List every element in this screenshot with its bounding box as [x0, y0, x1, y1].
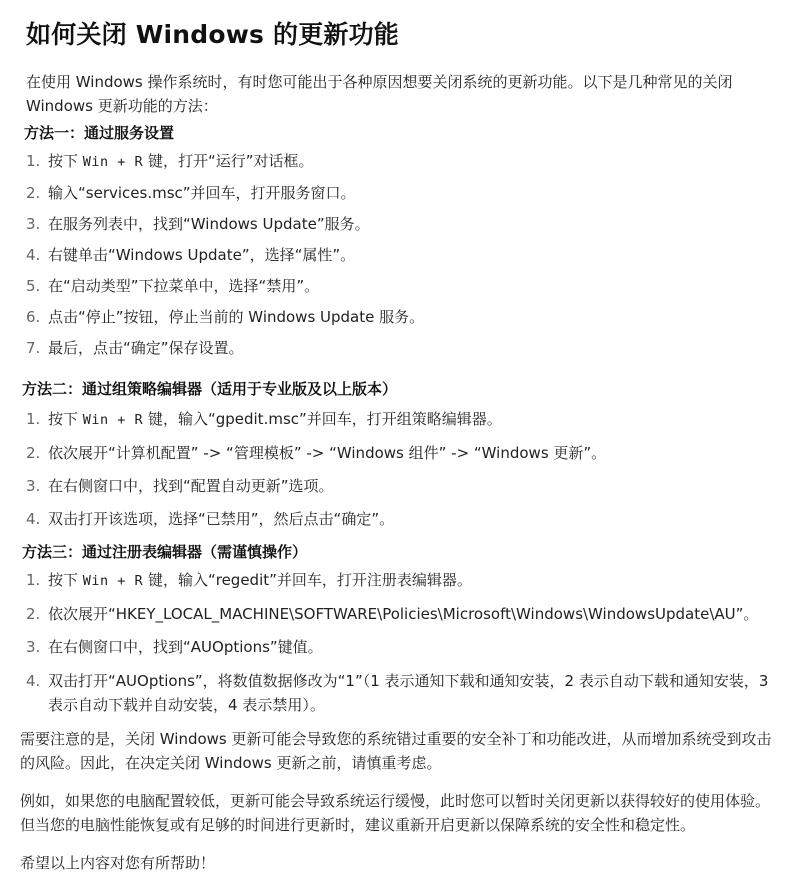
list-item — [26, 150, 780, 174]
step-number: 7. — [26, 339, 41, 357]
step-text: 右键单击“Windows Update”，选择“属性”。 — [48, 246, 356, 264]
step-number: 4. — [26, 510, 41, 528]
step-text: 依次展开“计算机配置” -> “管理模板” -> “Windows 组件” -> “Windows 更新”。 — [48, 444, 607, 462]
list-item — [26, 442, 780, 465]
step-text: 按下 — [48, 152, 83, 170]
step-text: 在右侧窗口中，找到“AUOptions”键值。 — [48, 638, 323, 656]
step-number: 5. — [26, 277, 41, 295]
example-paragraph: 例如，如果您的电脑配置较低，更新可能会导致系统运行缓慢，此时您可以暂时关闭更新以获得较好的使用体验。但当您的电脑性能恢复或有足够的时间进行更新时，建议重新开启更新以保障系统的安全性和稳定性。 — [20, 792, 771, 834]
step-text: 在服务列表中，找到“Windows Update”服务。 — [48, 215, 370, 233]
step-text: 依次展开“HKEY_LOCAL_MACHINE\SOFTWARE\Policies\Microsoft\Windows\WindowsUpdate\AU”。 — [48, 605, 759, 623]
closing-paragraph: 希望以上内容对您有所帮助！ — [20, 854, 216, 872]
step-text: 在右侧窗口中，找到“配置自动更新”选项。 — [48, 477, 334, 495]
step-number: 1. — [26, 410, 41, 428]
step-text: 最后，点击“确定”保存设置。 — [48, 339, 244, 357]
list-item — [26, 603, 780, 626]
step-number: 4. — [26, 672, 41, 690]
method1-steps — [26, 150, 780, 360]
list-item — [26, 636, 780, 659]
step-text: 键，打开“运行”对话框。 — [143, 152, 314, 170]
list-item — [26, 182, 780, 205]
list-item — [26, 306, 780, 329]
step-number: 3. — [26, 638, 41, 656]
list-item — [26, 408, 780, 432]
list-item — [26, 475, 780, 498]
method3-heading: 方法三：通过注册表编辑器（需谨慎操作） — [22, 543, 308, 561]
intro-paragraph: 在使用 Windows 操作系统时，有时您可能出于各种原因想要关闭系统的更新功能。以下是几种常见的关闭 Windows 更新功能的方法： — [26, 73, 733, 115]
step-number: 2. — [26, 184, 41, 202]
method1-heading: 方法一：通过服务设置 — [24, 124, 175, 142]
list-item — [26, 508, 780, 531]
method2-heading: 方法二：通过组策略编辑器（适用于专业版及以上版本） — [22, 380, 398, 398]
keyboard-shortcut: Win + R — [82, 154, 144, 170]
step-text: 按下 — [48, 410, 83, 428]
method3-steps — [26, 569, 780, 717]
step-number: 2. — [26, 605, 41, 623]
step-number: 1. — [26, 571, 41, 589]
list-item — [26, 275, 780, 298]
step-text: 在“启动类型”下拉菜单中，选择“禁用”。 — [48, 277, 320, 295]
step-text: 按下 — [48, 571, 83, 589]
step-number: 1. — [26, 152, 41, 170]
step-number: 3. — [26, 215, 41, 233]
step-text: 键，输入“gpedit.msc”并回车，打开组策略编辑器。 — [143, 410, 502, 428]
step-text: 双击打开“AUOptions”，将数值数据修改为“1”（1 表示通知下载和通知安装，2 表示自动下载和通知安装，3 表示自动下载并自动安装，4 表示禁用）。 — [48, 672, 769, 714]
step-text: 双击打开该选项，选择“已禁用”，然后点击“确定”。 — [48, 510, 395, 528]
list-item — [26, 569, 780, 593]
keyboard-shortcut: Win + R — [82, 412, 144, 428]
page-title: 如何关闭 Windows 的更新功能 — [26, 20, 399, 49]
step-text: 键，输入“regedit”并回车，打开注册表编辑器。 — [143, 571, 472, 589]
list-item — [26, 669, 780, 717]
list-item — [26, 213, 780, 236]
step-number: 2. — [26, 444, 41, 462]
step-text: 点击“停止”按钮，停止当前的 Windows Update 服务。 — [48, 308, 425, 326]
step-number: 6. — [26, 308, 41, 326]
list-item — [26, 337, 780, 360]
list-item — [26, 244, 780, 267]
step-number: 4. — [26, 246, 41, 264]
keyboard-shortcut: Win + R — [82, 573, 144, 589]
step-number: 3. — [26, 477, 41, 495]
step-text: 输入“services.msc”并回车，打开服务窗口。 — [48, 184, 356, 202]
warning-paragraph: 需要注意的是，关闭 Windows 更新可能会导致您的系统错过重要的安全补丁和功能改进，从而增加系统受到攻击的风险。因此，在决定关闭 Windows 更新之前，请慎重考虑。 — [20, 730, 772, 772]
method2-steps — [26, 408, 780, 531]
